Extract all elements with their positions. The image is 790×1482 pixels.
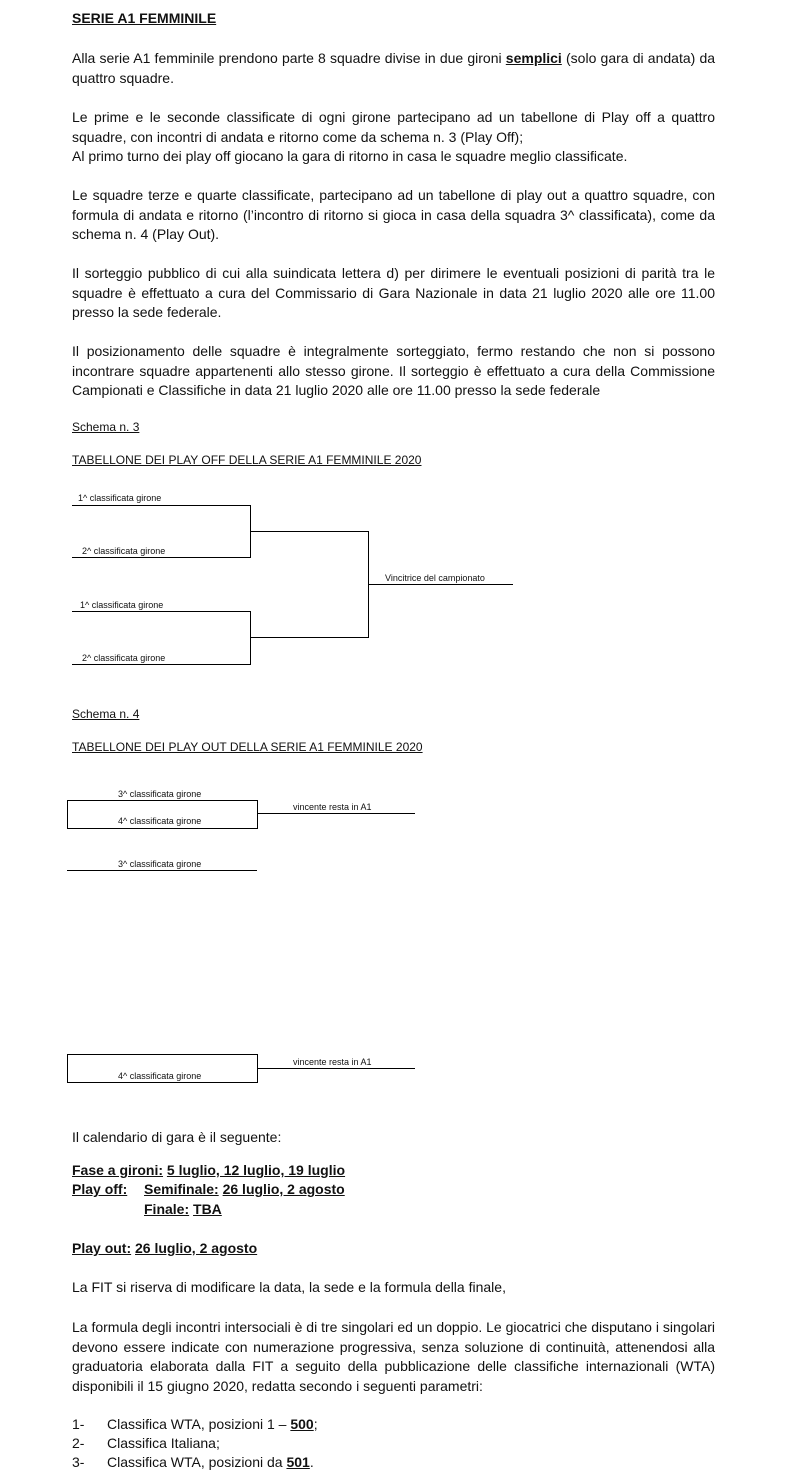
playoff-semi2-connector xyxy=(250,611,251,665)
playoff-winner-label: Vincitrice del campionato xyxy=(385,573,485,583)
document-title: SERIE A1 FEMMINILE xyxy=(72,10,217,26)
list-item-text: Classifica WTA, posizioni 1 – xyxy=(107,1416,291,1432)
paragraph-intro-text-a: Alla serie A1 femminile prendono parte 8 squadre divise in due gironi xyxy=(72,50,502,66)
paragraph-intro-emphasis: semplici xyxy=(505,50,562,66)
paragraph-playout xyxy=(72,186,715,245)
calendar-playout-value: 26 luglio, 2 agosto xyxy=(135,1240,258,1256)
finale-note: La FIT si riserva di modificare la data, la sede e la formula della finale, xyxy=(72,1279,506,1295)
paragraph-posizionamento xyxy=(72,342,715,401)
paragraph-formula xyxy=(72,1318,715,1396)
playout-entry-2: 4^ classificata girone xyxy=(118,816,202,826)
list-item xyxy=(72,1454,314,1470)
list-item-number: 1- xyxy=(72,1416,85,1432)
calendar-semi-label: Semifinale: xyxy=(144,1181,219,1197)
calendar-intro: Il calendario di gara è il seguente: xyxy=(72,1129,282,1145)
paragraph-formula-text: La formula degli incontri intersociali è di tre singolari ed un doppio. Le giocatrici che disputano i singolari devono essere indicate con numerazione progressiva, senza soluzione di continuità, attenendosi alla graduatoria elaborata dalla FIT a seguito della pubblicazione delle classifiche internazionali (WTA) disponibili il 15 giugno 2020, redatta secondo i seguenti parametri: xyxy=(72,1319,715,1394)
calendar-semifinale xyxy=(144,1181,345,1197)
calendar-finale xyxy=(144,1201,222,1217)
schema4-heading: TABELLONE DEI PLAY OUT DELLA SERIE A1 FEMMINILE 2020 xyxy=(72,740,423,754)
paragraph-intro-text-b: (solo gara di andata) da quattro squadre. xyxy=(72,50,716,86)
playout-result1-line xyxy=(257,813,415,814)
playout-result2-line xyxy=(257,1068,415,1069)
playoff-entry-4-line xyxy=(72,664,251,665)
list-item-number: 3- xyxy=(72,1454,85,1470)
list-item-emphasis: 501 xyxy=(286,1454,310,1470)
schema3-label: Schema n. 3 xyxy=(72,420,140,434)
playout-result-1: vincente resta in A1 xyxy=(293,802,372,812)
paragraph-playoff-line1: Le prime e le seconde classificate di ogni girone partecipano ad un tabellone di Play off a quattro squadre, con incontri di andata e ritorno come da schema n. 3 (Play Off); xyxy=(72,109,715,145)
calendar-gironi-value: 5 luglio, 12 luglio, 19 luglio xyxy=(166,1162,346,1178)
playoff-entry-1: 1^ classificata girone xyxy=(78,493,162,503)
paragraph-sorteggio xyxy=(72,264,715,323)
playoff-entry-2: 2^ classificata girone xyxy=(82,546,166,556)
playoff-semi1-line xyxy=(250,531,369,532)
playoff-entry-3-line xyxy=(72,611,251,612)
list-item xyxy=(72,1416,318,1432)
calendar-playoff-label-row xyxy=(72,1181,127,1197)
playoff-entry-3: 1^ classificata girone xyxy=(80,600,164,610)
list-item-tail: ; xyxy=(313,1416,318,1432)
calendar-semi-value: 26 luglio, 2 agosto xyxy=(222,1181,345,1197)
calendar-finale-value: TBA xyxy=(193,1201,222,1217)
calendar-gironi xyxy=(72,1162,345,1178)
playout-entry-3: 3^ classificata girone xyxy=(118,859,202,869)
list-item-number: 2- xyxy=(72,1435,85,1451)
list-item-emphasis: 500 xyxy=(290,1416,314,1432)
playoff-entry-1-line xyxy=(72,505,251,506)
list-item xyxy=(72,1435,220,1451)
list-item-tail: . xyxy=(309,1454,314,1470)
paragraph-intro xyxy=(72,49,715,88)
paragraph-playoff xyxy=(72,108,715,167)
calendar-finale-label: Finale: xyxy=(144,1201,190,1217)
calendar-playout-label: Play out: xyxy=(72,1240,132,1256)
playout-entry-1: 3^ classificata girone xyxy=(118,789,202,799)
list-item-text: Classifica WTA, posizioni da xyxy=(107,1454,287,1470)
playout-entry-4: 4^ classificata girone xyxy=(118,1071,202,1081)
schema4-label: Schema n. 4 xyxy=(72,707,140,721)
playoff-entry-4: 2^ classificata girone xyxy=(82,653,166,663)
playoff-entry-2-line xyxy=(72,557,251,558)
paragraph-playoff-line2: Al primo turno dei play off giocano la gara di ritorno in casa le squadre meglio classificate. xyxy=(72,148,628,164)
playout-entry-3-line xyxy=(67,870,257,871)
playoff-semi2-line xyxy=(250,637,369,638)
paragraph-sorteggio-text: Il sorteggio pubblico di cui alla suindicata lettera d) per dirimere le eventuali posizioni di parità tra le squadre è effettuato a cura del Commissario di Gara Nazionale in data 21 luglio 2020 alle ore 11.00 presso la sede federale. xyxy=(72,265,715,320)
paragraph-posizionamento-text: Il posizionamento delle squadre è integralmente sorteggiato, fermo restando che non si possono incontrare squadre appartenenti allo stesso girone. Il sorteggio è effettuato a cura della Commissione Campionati e Classifiche in data 21 luglio 2020 alle ore 11.00 presso la sede federale xyxy=(72,343,715,398)
calendar-playoff-label: Play off: xyxy=(72,1181,128,1197)
schema3-heading: TABELLONE DEI PLAY OFF DELLA SERIE A1 FEMMINILE 2020 xyxy=(72,453,422,467)
paragraph-playout-text: Le squadre terze e quarte classificate, partecipano ad un tabellone di play out a quattro squadre, con formula di andata e ritorno (l’incontro di ritorno si gioca in casa della squadra 3^ classificata), come da schema n. 4 (Play Out). xyxy=(72,187,715,242)
calendar-gironi-label: Fase a gironi: xyxy=(72,1162,164,1178)
list-item-text: Classifica Italiana; xyxy=(107,1435,220,1451)
calendar-playout xyxy=(72,1240,257,1256)
playoff-final-line xyxy=(368,584,513,585)
playout-result-2: vincente resta in A1 xyxy=(293,1057,372,1067)
